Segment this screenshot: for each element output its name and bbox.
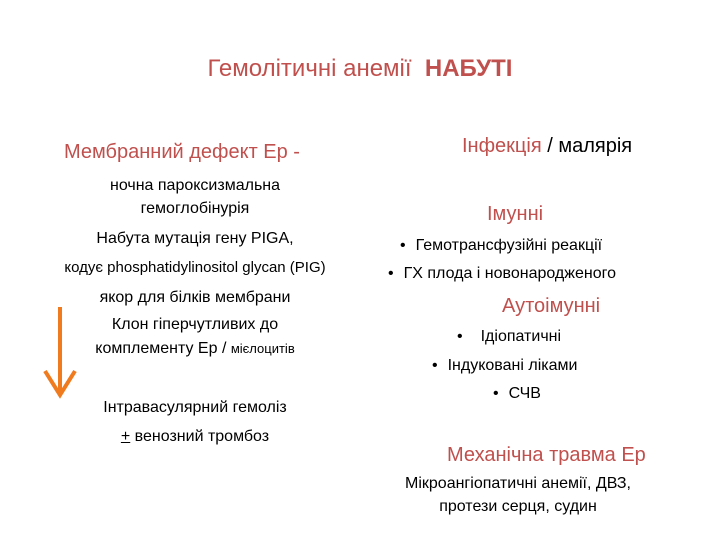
malaria-label: / малярія bbox=[541, 135, 633, 157]
bullet-icon: • bbox=[457, 328, 463, 345]
autoimmune-heading: Аутоімунні bbox=[502, 295, 601, 317]
autoimmune-item-label: СЧВ bbox=[508, 385, 541, 402]
bullet-icon: • bbox=[400, 237, 406, 254]
autoimmune-item-label: Ідіопатичні bbox=[480, 328, 562, 345]
left-line-7 bbox=[95, 339, 294, 359]
mechanical-line-1: Мікроангіопатичні анемії, ДВЗ, bbox=[405, 475, 631, 492]
infection-label: Інфекція bbox=[462, 135, 542, 157]
left-line-7-part1: комплементу Ер / bbox=[95, 340, 231, 357]
immune-item-label: ГХ плода і новонародженого bbox=[403, 265, 616, 282]
immune-item bbox=[400, 236, 602, 256]
left-line-4: кодує phosphatidylinositol glycan (PIG) bbox=[64, 259, 326, 276]
left-line-9-plus: + bbox=[120, 428, 131, 445]
left-line-6: Клон гіперчутливих до bbox=[111, 316, 279, 333]
autoimmune-item bbox=[457, 327, 561, 347]
left-line-5: якор для білків мембрани bbox=[99, 289, 291, 306]
bullet-icon: • bbox=[432, 357, 438, 374]
mechanical-heading: Механічна травма Ер bbox=[447, 444, 646, 466]
bullet-icon: • bbox=[388, 265, 394, 282]
left-line-2: гемоглобінурія bbox=[140, 200, 250, 217]
left-line-1: ночна пароксизмальна bbox=[109, 177, 281, 194]
bullet-icon: • bbox=[493, 385, 499, 402]
left-line-7-part2: мієлоцитів bbox=[230, 341, 295, 356]
title-emphasis: НАБУТІ bbox=[424, 55, 513, 82]
autoimmune-item bbox=[493, 384, 541, 404]
left-line-8: Інтравасулярний гемоліз bbox=[103, 399, 287, 416]
title-main: Гемолітичні анемії bbox=[207, 55, 412, 82]
immune-item-label: Гемотрансфузійні реакції bbox=[415, 237, 603, 254]
left-line-9 bbox=[121, 427, 269, 447]
down-arrow-icon bbox=[40, 305, 80, 400]
left-line-3: Набута мутація гену PIGA, bbox=[96, 230, 294, 247]
infection-heading bbox=[462, 135, 632, 158]
mechanical-line-2: протези серця, судин bbox=[439, 498, 597, 515]
immune-item bbox=[388, 264, 616, 284]
immune-heading: Імунні bbox=[487, 203, 544, 225]
membrane-defect-heading: Мембранний дефект Ер - bbox=[64, 141, 300, 163]
left-line-9-text: венозний тромбоз bbox=[130, 428, 270, 445]
page-title bbox=[208, 55, 513, 83]
autoimmune-item-label: Індуковані ліками bbox=[447, 357, 578, 374]
autoimmune-item bbox=[432, 356, 577, 376]
